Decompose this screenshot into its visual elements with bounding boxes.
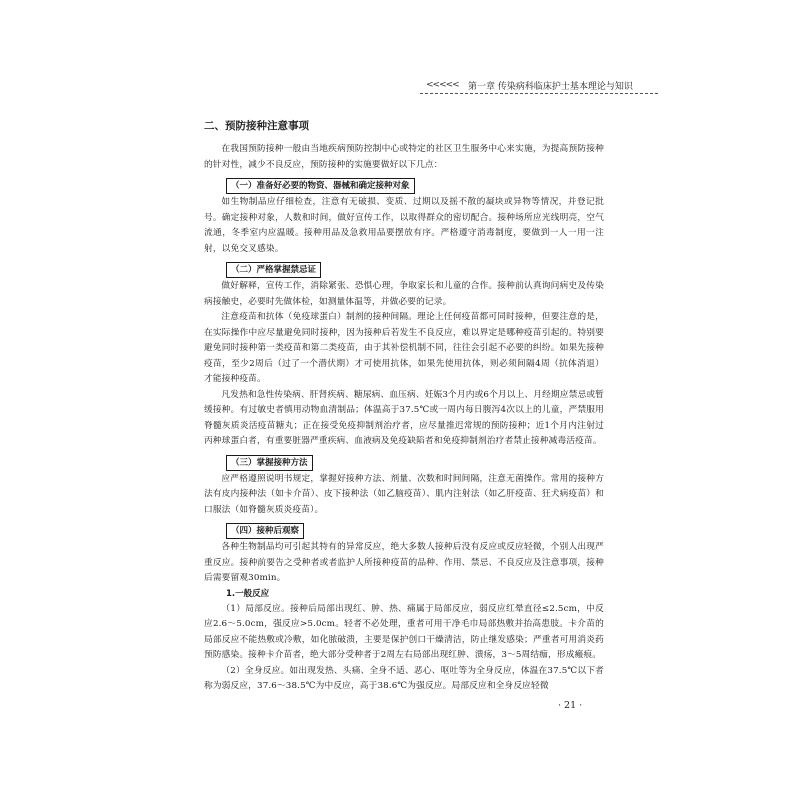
- paragraph: 应严格遵照说明书规定，掌握好接种方法、剂量、次数和时间间隔，注意无菌操作。常用的接种方法有皮内接种法（如卡介苗）、皮下接种法（如乙脑疫苗）、肌内注射法（如乙肝疫苗、狂犬病疫苗）和口服法（如脊髓灰质炎疫苗）。: [204, 473, 604, 515]
- chapter-title: 第一章 传染病科临床护士基本理论与知识: [468, 82, 633, 92]
- reactions-section: [204, 587, 604, 695]
- subsection-heading: （二）严格掌握禁忌证: [226, 262, 321, 278]
- page-number: · 21 ·: [558, 700, 583, 711]
- subsection-1: [204, 173, 604, 257]
- subsection-4: [204, 518, 604, 587]
- paragraph: （2）全身反应。如出现发热、头痛、全身不适、恶心、呕吐等为全身反应，体温在37.5℃以下者称为弱反应，37.6～38.5℃为中反应，高于38.6℃为强反应。局部反应和全身反应轻微: [204, 665, 604, 691]
- body-text: [204, 118, 604, 695]
- paragraph: 各种生物制品均可引起其特有的异常反应，绝大多数人接种后没有反应或反应轻微，个别人出现严重反应。接种前要告之受种者或者监护人所接种疫苗的品种、作用、禁忌、不良反应及注意事项，接种后需要留观30min。: [204, 542, 604, 583]
- reactions-heading: 1.一般反应: [226, 588, 270, 599]
- header-rule: [420, 93, 658, 94]
- paragraph: 注意疫苗和抗体（免疫球蛋白）制剂的接种间隔。理论上任何疫苗都可同时接种，但要注意的是，在实际操作中应尽量避免同时接种，因为接种后若发生不良反应，难以界定是哪种疫苗引起的。特别要避免同时接种第一类疫苗和第二类疫苗，由于其补偿机制不同，往往会引起不必要的纠纷。如果先接种疫苗，至少2周后（过了一个潜伏期）才可使用抗体，如果先使用抗体，则必须间隔4周（抗体消退）才能接种疫苗。: [204, 312, 604, 384]
- section-intro: 在我国预防接种一般由当地疾病预防控制中心或特定的社区卫生服务中心来实施，为提高预防接种的针对性，减少不良反应，预防接种的实施要做好以下几点：: [204, 144, 604, 170]
- section-title: 二、预防接种注意事项: [204, 120, 309, 132]
- paragraph: 做好解释，宣传工作，消除紧张、恐惧心理，争取家长和儿童的合作。接种前认真询问病史及传染病接触史，必要时先做体检，如测量体温等，并做必要的记录。: [204, 281, 604, 307]
- subsection-heading: （一）准备好必要的物资、器械和确定接种对象: [226, 178, 415, 194]
- paragraph: （1）局部反应。接种后局部出现红、肿、热、痛属于局部反应，弱反应红晕直径≤2.5cm，中反应2.6～5.0cm，强反应>5.0cm。轻者不必处理，重者可用干净毛巾局部热敷并抬高患肢。卡介苗的局部反应不能热敷或冷敷，如化脓破溃，主要是保护创口干燥清洁，防止继发感染；严重者可用消炎药预防感染。接种卡介苗者，绝大部分受种者于2周左右局部出现红肿、溃疡，3～5周结痂，形成瘢痕。: [204, 603, 604, 660]
- subsection-heading: （三）掌握接种方法: [226, 455, 313, 471]
- subsection-3: [204, 450, 604, 519]
- header-arrows-icon: <<<<<: [426, 80, 459, 90]
- subsection-2: [204, 257, 604, 450]
- paragraph: 如生物制品应仔细检查，注意有无破损、变质、过期以及摇不散的凝块或异物等情况，并登记批号。确定接种对象，人数和时间，做好宣传工作，以取得群众的密切配合。接种场所应光线明亮，空气流通，冬季室内应温暖。接种用品及急救用品要摆放有序。严格遵守消毒制度，要做到一人一用一注射，以免交叉感染。: [204, 197, 604, 254]
- paragraph: 凡发热和急性传染病、肝肾疾病、糖尿病、血压病、妊娠3个月内或6个月以上、月经期应禁忌或暂缓接种。有过敏史者慎用动物血清制品；体温高于37.5℃或一周内每日腹泻4次以上的儿童，严禁服用脊髓灰质炎活疫苗糖丸；正在接受免疫抑制剂治疗者，应尽量推迟常规的预防接种；近1个月内注射过丙种球蛋白者，有重要脏器严重疾病、血液病及免疫缺陷者和免疫抑制剂治疗者禁止接种减毒活疫苗。: [204, 389, 604, 446]
- running-header: [420, 79, 660, 99]
- subsection-heading: （四）接种后观察: [226, 523, 304, 539]
